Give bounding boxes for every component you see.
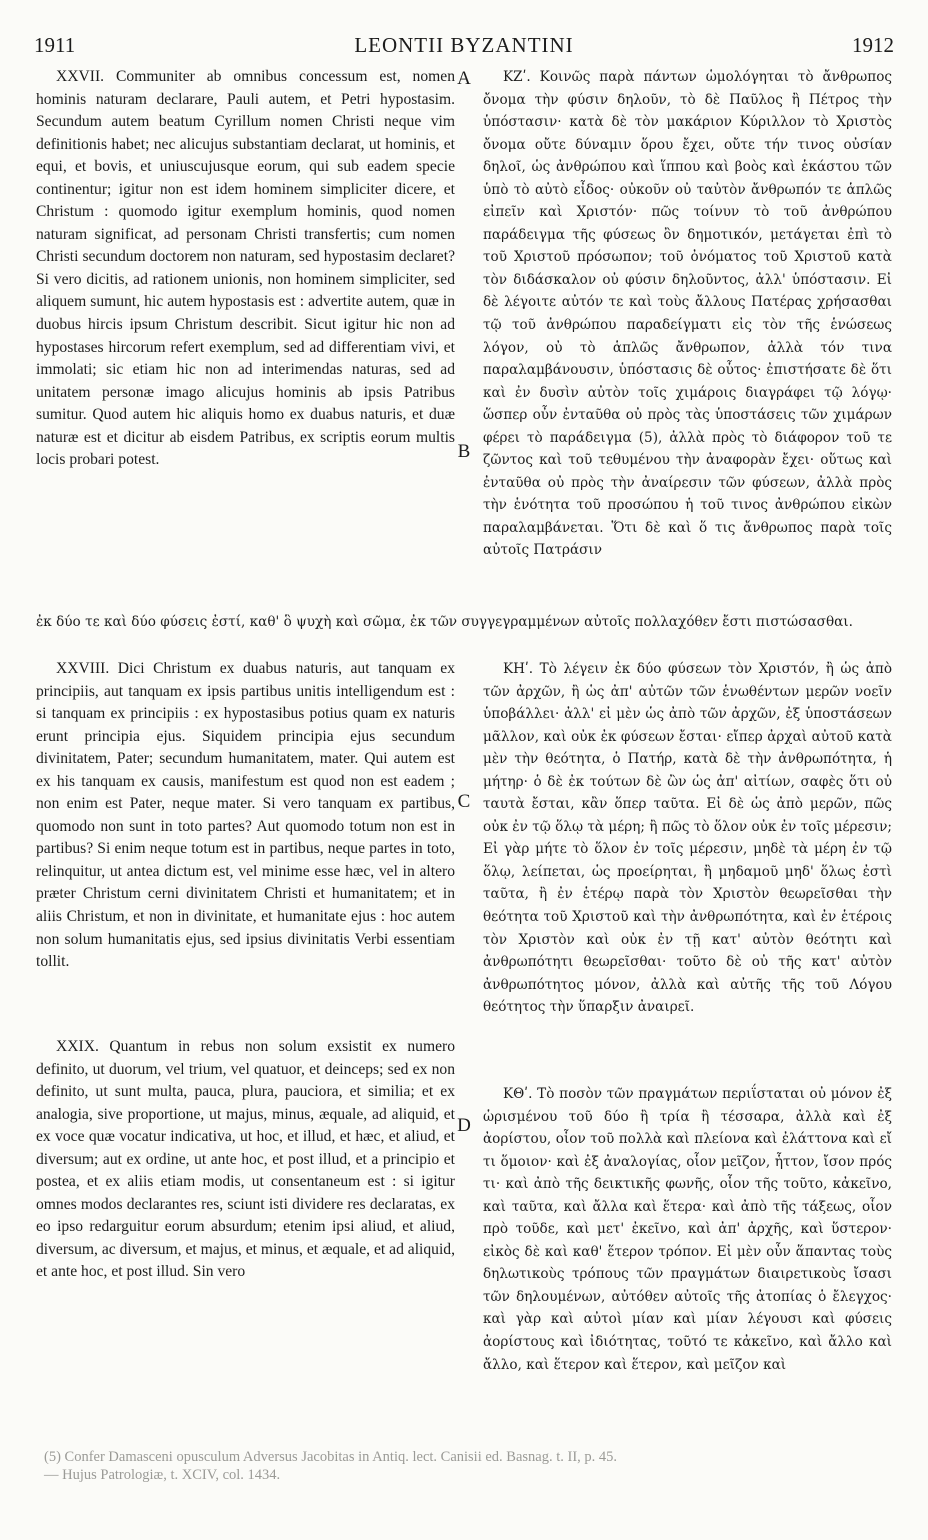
greek-column-section-27 bbox=[483, 66, 892, 562]
latin-column-section-29 bbox=[36, 1036, 455, 1284]
latin-column-section-28 bbox=[36, 658, 455, 974]
margin-marker-d: D bbox=[457, 1115, 471, 1136]
latin-paragraph-28: XXVIII. Dici Christum ex duabus naturis, aut tanquam ex principiis, aut tanquam ex ipsis partibus unitis intelligendum est : si tanquam ex principiis : ex hypostasibus potius quam ex naturis erunt principia ejus. Siquidem principia ejus secundum divinitatem, Pater; secundum humanitatem, mater. Qui autem est ex his tanquam ex causis, manifestum est quod non est eadem ; non enim est Pater, neque mater. Si vero tanquam ex partibus, quomodo non sunt in toto partes? Aut quomodo totum non est in partibus? Si enim neque totum est in partibus, neque partes in toto, relinquitur, ut antea dictum est, vel minime esse hæc, vel in altero præter Christum cerni divinitatem Christi et humanitatem; et in aliis Christum, et non in divinitate, et humanitate ejus : hoc autem non solum humanitatis ejus, sed ipsius divinitatis Verbi essentiam tollit. bbox=[36, 660, 455, 971]
footnote-line-2: — Hujus Patrologiæ, t. XCIV, col. 1434. bbox=[44, 1467, 281, 1483]
latin-column-section-27 bbox=[36, 66, 455, 472]
footnote bbox=[44, 1448, 904, 1484]
greek-column-section-28 bbox=[483, 658, 892, 1019]
margin-marker-a: A bbox=[457, 68, 471, 89]
page-header bbox=[34, 30, 894, 60]
greek-paragraph-27: ΚΖʹ. Κοινῶς παρὰ πάντων ὡμολόγηται τὸ ἄνθρωπος ὄνομα τὴν φύσιν δηλοῦν, τὸ δὲ Παῦλος ἢ Πέτρος τὴν ὑπόστασιν· κατὰ δὲ τὸν μακάριον Κύριλλον τὸ Χριστὸς ὄνομα οὔτε δύναμιν ὅρου ἔχει, οὔτε τήν τινος οὐσίαν δηλοῖ, ὡς ἀνθρώπου καὶ ἵππου καὶ βοὸς καὶ ἑκάστου τῶν ὑπὸ τὸ αὐτὸ εἶδος· οὐκοῦν οὐ ταὐτὸν ἄνθρωπόν τε ἁπλῶς εἰπεῖν καὶ Χριστόν· πῶς τοίνυν τὸ τοῦ ἀνθρώπου παράδειγμα τῆς φύσεως ὂν δημοτικόν, μετάγεται ἐπὶ τὸ τοῦ Χριστοῦ πρόσωπον; τοῦ ὀνόματος τοῦ Χριστοῦ κατὰ τὸν διδάσκαλον οὐ φύσιν δηλοῦντος, ἀλλ' ὑπόστασιν. Εἰ δὲ λέγοιτε αὐτόν τε καὶ τοὺς ἄλλους Πατέρας χρήσασθαι τῷ τοῦ ἀνθρώπου παραδείγματι εἰς τὸν τῆς ἑνώσεως λόγον, οὐ τὸ ἁπλῶς ἄνθρωπον, ἀλλὰ τόν τινα παραλαμβάνουσιν, ὑπόστασις δὲ οὗτος· ἐπιστήσατε δὲ ὅτι καὶ ἐν δυσὶν αὐτὸν τοῖς χιμάροις διαγράφει τῷ λόγῳ· ὥσπερ οὖν ἐνταῦθα οὐ πρὸς τὰς ὑποστάσεις τῶν χιμάρων φέρει τὸ παράδειγμα (5), ἀλλὰ πρὸς τὸ διάφορον τοῦ τε ζῶντος καὶ τοῦ τεθυμένου τὴν ἀναφορὰν ἔχει· οὕτως καὶ ἐνταῦθα οὐ πρὸς τὴν ἀναίρεσιν τῶν φύσεων, ἀλλὰ πρὸς τὴν ἑνότητα τοῦ προσώπου ἡ τοῦ τινος ἀνθρώπου εἰκὼν παραλαμβάνεται. Ὅτι δὲ καὶ ὅ τις ἄνθρωπος παρὰ τοῖς αὐτοῖς Πατράσιν bbox=[483, 69, 892, 559]
greek-paragraph-28: ΚΗʹ. Τὸ λέγειν ἐκ δύο φύσεων τὸν Χριστόν, ἢ ὡς ἀπὸ τῶν ἀρχῶν, ἢ ὡς ἀπ' αὐτῶν τῶν ἑνωθέντων μερῶν νοεῖν ὑποβάλλει· ἀλλ' εἰ μὲν ὡς ἀπὸ τῶν ἀρχῶν, ἐξ ὑποστάσεων μᾶλλον, καὶ οὐκ ἐκ φύσεων ἔσται· εἴπερ ἀρχαὶ αὐτοῦ κατὰ μὲν τὴν θεότητα, ὁ Πατήρ, κατὰ δὲ τὴν ἀνθρωπότητα, ἡ μήτηρ· ὁ δὲ ἐκ τούτων δὲ ὢν ὡς ἀπ' αἰτίων, σαφὲς ὅτι οὐ ταυτὰ ἔσται, κἂν ὅπερ ταῦτα. Εἰ δὲ ὡς ἀπὸ μερῶν, πῶς οὐκ ἐν τῷ ὅλῳ τὰ μέρη; ἢ πῶς τὸ ὅλον οὐκ ἐν τοῖς μέρεσιν; Εἰ γὰρ μήτε τὸ ὅλον ἐν τοῖς μέρεσιν, μηδὲ τὰ μέρη ἐν τῷ ὅλῳ, λείπεται, ὡς προείρηται, ἢ μηδαμοῦ μηδ' ὅλως ἐστὶ ταῦτα, ἢ ἐν ἑτέρῳ παρὰ τὸν Χριστὸν θεωρεῖσθαι τὴν θεότητα τοῦ Χριστοῦ καὶ τὴν ἀνθρωπότητα, καὶ ἐν ἑτέροις τὸν Χριστὸν καὶ οὐκ ἐν τῇ κατ' αὐτὸν θεότητι καὶ ἀνθρωπότητι θεωρεῖσθαι· τοῦτο δὲ οὐ τῆς κατ' αὐτὸν ἀνθρωπότητος μόνον, ἀλλὰ καὶ αὐτῆς τῆς τοῦ Λόγου θεότητος τὴν ὕπαρξιν ἀναιρεῖ. bbox=[483, 661, 892, 1016]
page-number-right: 1912 bbox=[852, 33, 894, 57]
footnote-line-1: (5) Confer Damasceni opusculum Adversus Jacobitas in Antiq. lect. Canisii ed. Basnag. t. II, p. 45. bbox=[44, 1449, 618, 1465]
greek-paragraph-29: ΚΘʹ. Τὸ ποσὸν τῶν πραγμάτων περιΐσταται οὐ μόνον ἐξ ὡρισμένου τοῦ δύο ἢ τρία ἢ τέσσαρα, ἀλλὰ καὶ ἐξ ἀορίστου, οἷον τοῦ πολλὰ καὶ πλείονα καὶ ἐλάττονα καὶ εἴ τι ὅμοιον· καὶ ἐξ ἀναλογίας, οἷον μεῖζον, ἧττον, ἴσον πρός τι· καὶ ἀπὸ τῆς δεικτικῆς φωνῆς, οἷον τῆς τοῦτο, κἀκεῖνο, καὶ ταῦτα, καὶ ἄλλα καὶ ἕτερα· καὶ ἀπὸ τῆς τάξεως, οἷον πρὸ τοῦδε, καὶ μετ' ἐκεῖνο, καὶ ἀπ' ἀρχῆς, καὶ ὕστερον· εἰκὸς δὲ καὶ καθ' ἕτερον τρόπον. Εἰ μὲν οὖν ἅπαντας τοὺς δηλωτικοὺς τρόπους τῶν πραγμάτων διαιρετικοὺς ἴσασι τῶν δηλουμένων, αὐτόθεν αὐτοῖς τῆς ἀτοπίας ὁ ἔλεγχος· καὶ γὰρ καὶ αὐτοὶ μίαν καὶ μίαν λέγουσι καὶ φύσεις ἀορίστους καὶ ἰδιότητας, τοῦτό τε κἀκεῖνο, καὶ ἄλλο καὶ ἄλλο, καὶ ἕτερον καὶ ἕτερον, καὶ μεῖζον καὶ bbox=[483, 1086, 892, 1373]
latin-paragraph-29: XXIX. Quantum in rebus non solum exsistit ex numero definito, ut duorum, vel trium, vel quatuor, et deinceps; sed ex non definito, ut sunt multa, pauca, plura, pauciora, et similia; et ex analogia, sive proportione, ut majus, minus, æquale, ad aliquid, et ex voce quæ vocatur indicativa, ut hoc, et illud, et hæc, et aliud, et diversum; aut ex ordine, ut ante hoc, et post illud, et a principio et postea, et ex aliis etiam modis, ut consentaneum est : si igitur omnes modos declarantes res, sciunt isti dividere res declaratas, ex eo ipso redarguitur eorum absurdum; etenim ipsi aliud, et aliud, diversum, ac diversum, et majus, et minus, et æquale, et ad aliquid, et ante hoc, et post illud. Sin vero bbox=[36, 1038, 455, 1281]
greek-spanning-line: ἐκ δύο τε καὶ δύο φύσεις ἐστί, καθ' ὃ ψυχὴ καὶ σῶμα, ἐκ τῶν συγγεγραμμένων αὐτοῖς πολλαχόθεν ἔστι πιστώσασθαι. bbox=[36, 614, 853, 630]
running-title: LEONTII BYZANTINI bbox=[354, 33, 574, 57]
margin-marker-c: C bbox=[457, 791, 471, 812]
margin-marker-b: B bbox=[457, 441, 471, 462]
latin-paragraph-27: XXVII. Communiter ab omnibus concessum est, nomen hominis naturam declarare, Pauli autem, et Petri hypostasim. Secundum autem beatum Cyrillum nomen Christi neque vim definitionis habet; nec alicujus substantiam declarat, ut hominis, et equi, et bovis, et uniuscujusque eorum, qui sub eadem specie continentur; igitur non est idem hominem simpliciter dicere, et Christum : quomodo igitur exemplum hominis, quod nomen naturam significat, ad personam Christi transfertis; cum nomen Christi secundum doctorem non naturam, sed hypostasim declaret? Si vero dicitis, ad rationem unionis, non hominem simpliciter, sed aliquem sumunt, hic autem hypostasis est : advertite autem, quæ in duobus hircis ipsum Christum describit. Sicut igitur hic non ad hypostases hircorum refert exemplum, sed ad differentiam vivi, et immolati; sic etiam hic non ad interimendas naturas, sed ad unitatem personæ imago alicujus hominis ab ipsis Patribus sumitur. Quod autem hic aliquis homo ex duabus naturis, et duæ naturæ est et dicitur ab eisdem Patribus, ex scriptis eorum multis locis probari potest. bbox=[36, 68, 455, 469]
greek-column-section-29 bbox=[483, 1083, 892, 1376]
page-number-left: 1911 bbox=[34, 33, 76, 57]
